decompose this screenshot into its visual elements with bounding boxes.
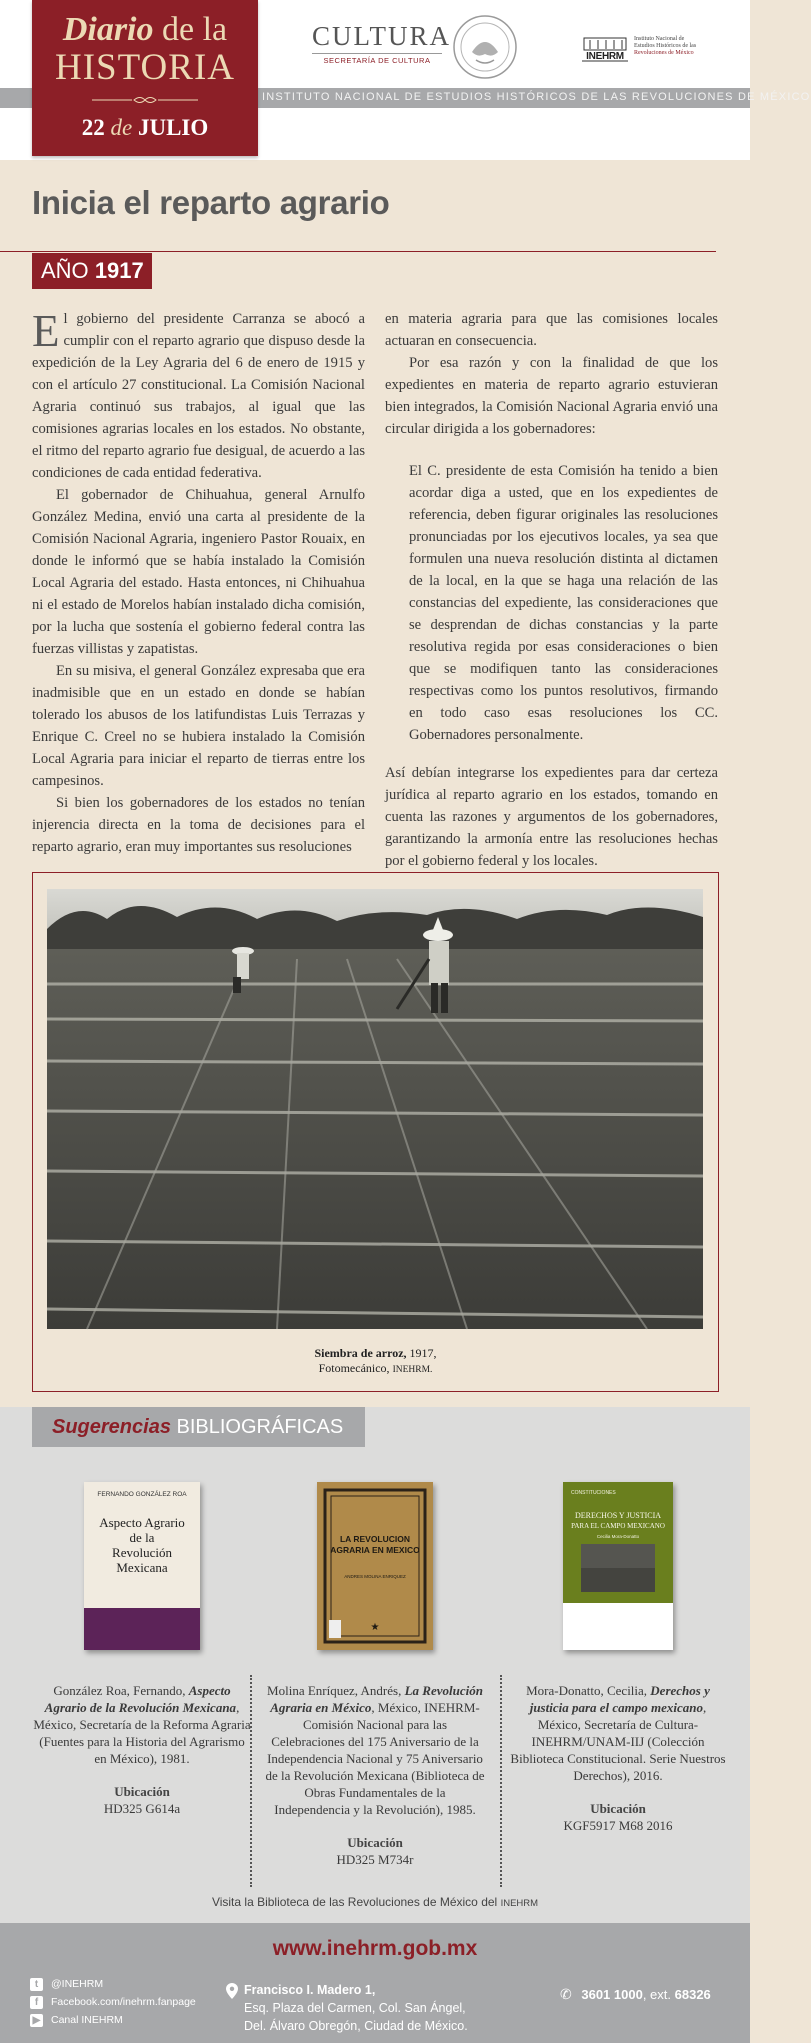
location-pin-icon <box>226 1983 238 1999</box>
call-number: HD325 M734r <box>336 1852 414 1867</box>
publication-title-line1: Diario de la <box>62 11 228 48</box>
book-entry <box>32 1482 252 1817</box>
publication-date: 22 de JULIO <box>81 115 209 140</box>
book-cover[interactable] <box>84 1482 200 1650</box>
headline-divider <box>0 251 716 252</box>
svg-text:★: ★ <box>370 1622 380 1633</box>
photo-frame <box>32 872 719 1392</box>
svg-text:FERNANDO GONZÁLEZ ROA: FERNANDO GONZÁLEZ ROA <box>97 1491 187 1498</box>
article-headline: Inicia el reparto agrario <box>32 184 390 221</box>
book-reference: González Roa, Fernando, Aspecto Agrario de la Revolución Mexicana, México, Secretaría de la Reforma Agraria (Fuentes para la Historia del Agrarismo en México), 1981. <box>33 1683 251 1766</box>
phone-number[interactable]: ✆ 3601 1000, ext. 68326 <box>560 1986 711 2002</box>
youtube-link[interactable]: ▶ Canal INEHRM <box>30 2011 196 2029</box>
location-label: Ubicación <box>347 1835 403 1850</box>
national-seal-icon <box>452 14 518 80</box>
column-separator <box>250 1675 252 1887</box>
svg-text:CONSTITUCIONES: CONSTITUCIONES <box>571 1490 616 1496</box>
book-reference: Molina Enríquez, Andrés, La Revolución Agraria en México, México, INEHRM-Comisión Nacional para las Celebraciones del 175 Aniversario de la Independencia Nacional y 75 Aniversario de la Revolución Mexicana (Biblioteca de Obras Fundamentales de la Independencia y la Revolución), 1985. <box>265 1683 485 1817</box>
column-separator <box>500 1675 502 1887</box>
location-label: Ubicación <box>590 1801 646 1816</box>
photo-caption: Siembra de arroz, 1917, Fotomecánico, INEHRM. <box>314 1346 437 1375</box>
rice-field-photo <box>47 889 703 1329</box>
call-number: KGF5917 M68 2016 <box>563 1818 673 1833</box>
address-block: Francisco I. Madero 1, Esq. Plaza del Carmen, Col. San Ángel, Del. Álvaro Obregón, Ciudad de México. <box>244 1981 468 2035</box>
website-link[interactable]: www.inehrm.gob.mx <box>272 1937 478 1960</box>
svg-text:Mexicana: Mexicana <box>116 1560 168 1575</box>
paragraph: en materia agraria para que las comisiones locales actuaran en consecuencia. <box>385 311 718 349</box>
page-footer <box>0 1923 750 2043</box>
twitter-link[interactable]: t @INEHRM <box>30 1975 196 1993</box>
institute-name: INSTITUTO NACIONAL DE ESTUDIOS HISTÓRICOS DE LAS REVOLUCIONES DE MÉXICO <box>262 91 811 103</box>
library-visit-note: Visita la Biblioteca de las Revoluciones de México del INEHRM <box>211 1895 539 1909</box>
facebook-icon: f <box>30 1996 43 2009</box>
paragraph: Por esa razón y con la finalidad de que los expedientes en materia de reparto agrario estuvieran bien integrados, la Comisión Nacional Agraria envió una circular dirigida a los gobernadores: <box>385 355 718 437</box>
year-tag: AÑO 1917 <box>32 253 152 289</box>
facebook-link[interactable]: f Facebook.com/inehrm.fanpage <box>30 1993 196 2011</box>
bibliography-section <box>0 1407 750 1923</box>
location-label: Ubicación <box>114 1784 170 1799</box>
article-column-left <box>32 308 365 858</box>
paragraph: El gobernador de Chihuahua, general Arnulfo González Medina, envió una carta al presidente de la Comisión Nacional Agraria, ingeniero Pastor Rouaix, en donde le informó que se había instalado la Comisión Local Agraria del estado. Hasta entonces, ni Chihuahua ni el estado de Morelos habían instalado dicha comisión, por la lucha que sostenía el gobierno federal contra las fuerzas villistas y zapatistas. <box>32 487 365 657</box>
phone-icon: ✆ <box>560 1986 572 2002</box>
publication-title-line2: HISTORIA <box>55 47 235 88</box>
svg-text:LA REVOLUCION: LA REVOLUCION <box>339 1534 411 1544</box>
svg-text:PARA EL CAMPO MEXICANO: PARA EL CAMPO MEXICANO <box>571 1522 665 1530</box>
rice-field-illustration <box>47 889 703 1329</box>
svg-text:de la: de la <box>129 1530 155 1545</box>
drop-cap: E <box>32 306 60 356</box>
book-reference: Mora-Donatto, Cecilia, Derechos y justicia para el campo mexicano, México, Secretaría de Cultura-INEHRM/UNAM-IIJ (Colección Biblioteca Constitucional. Serie Nuestros Derechos), 2016. <box>510 1683 726 1783</box>
svg-text:Cecilia Mora-Donatto: Cecilia Mora-Donatto <box>596 1534 640 1539</box>
youtube-icon: ▶ <box>30 2014 43 2027</box>
inehrm-description: Instituto Nacional de Estudios Históricos de las Revoluciones de México <box>634 36 697 56</box>
book-cover[interactable] <box>317 1482 433 1650</box>
call-number: HD325 G614a <box>103 1801 181 1816</box>
social-links <box>30 1975 196 2029</box>
article-column-right <box>385 308 718 872</box>
svg-text:DERECHOS Y JUSTICIA: DERECHOS Y JUSTICIA <box>574 1511 662 1520</box>
book-entry <box>508 1482 728 1834</box>
cultura-logo: CULTURA SECRETARÍA DE CULTURA <box>312 21 452 65</box>
publication-title-box <box>32 0 258 156</box>
svg-text:ANDRES MOLINA ENRIQUEZ: ANDRES MOLINA ENRIQUEZ <box>344 1574 406 1579</box>
ornament-divider-icon <box>92 95 198 105</box>
paragraph: Así debían integrarse los expedientes para dar certeza jurídica al reparto agrario en los estados, tomando en cuenta las razones y argumentos de los gobernadores, garantizando la armonía entre las resoluciones hechas por el gobierno federal y los locales. <box>385 765 718 869</box>
paragraph: Si bien los gobernadores de los estados no tenían injerencia directa en la toma de decisiones para el reparto agrario, eran muy importantes sus resoluciones <box>32 795 365 855</box>
twitter-icon: t <box>30 1978 43 1991</box>
block-quote: El C. presidente de esta Comisión ha tenido a bien acordar diga a usted, que en los expedientes de referencia, deben figurar originales las resoluciones pronunciadas por los ejecutivos locales, ya sea que formulen una nueva resolución distinta al dictamen de la local, en la que se haga una relación de las constancias del expediente, las consideraciones que se desprendan de dichas constancias y la parte resolutiva regida por esas consideraciones o bien que se modifiquen tanto las consideraciones respectivas como los puntos resolutivos, firmando en todo caso esas resoluciones los CC. Gobernadores personalmente. <box>409 463 718 743</box>
book-entry <box>265 1482 485 1868</box>
svg-text:Revolución: Revolución <box>112 1545 172 1560</box>
paragraph: El gobierno del presidente Carranza se abocó a cumplir con el reparto agrario que dispuso desde la expedición de la Ley Agraria del 6 de enero de 1915 y con el artículo 27 constitucional. La Comisión Nacional Agraria continuó sus trabajos, al igual que las comisiones agrarias locales en los estados. No obstante, el ritmo del reparto agrario fue desigual, de acuerdo a las condiciones de cada entidad federativa. <box>32 306 365 481</box>
inehrm-logo: INEHRM Instituto Nacional de Estudios Históricos de las Revoluciones de México <box>580 34 700 64</box>
bibliography-title: Sugerencias BIBLIOGRÁFICAS <box>32 1407 365 1447</box>
book-cover[interactable] <box>563 1482 673 1650</box>
svg-text:AGRARIA EN MEXICO: AGRARIA EN MEXICO <box>330 1545 420 1555</box>
paragraph: En su misiva, el general González expresaba que era inadmisible que en un estado en donde se habían tolerado los abusos de los latifundistas Luis Terrazas y Enrique C. Creel no se hubiera instalado la Comisión Local Agraria para iniciar el reparto de tierras entre los campesinos. <box>32 663 365 789</box>
page-header <box>0 0 811 160</box>
svg-text:Aspecto Agrario: Aspecto Agrario <box>99 1515 185 1530</box>
